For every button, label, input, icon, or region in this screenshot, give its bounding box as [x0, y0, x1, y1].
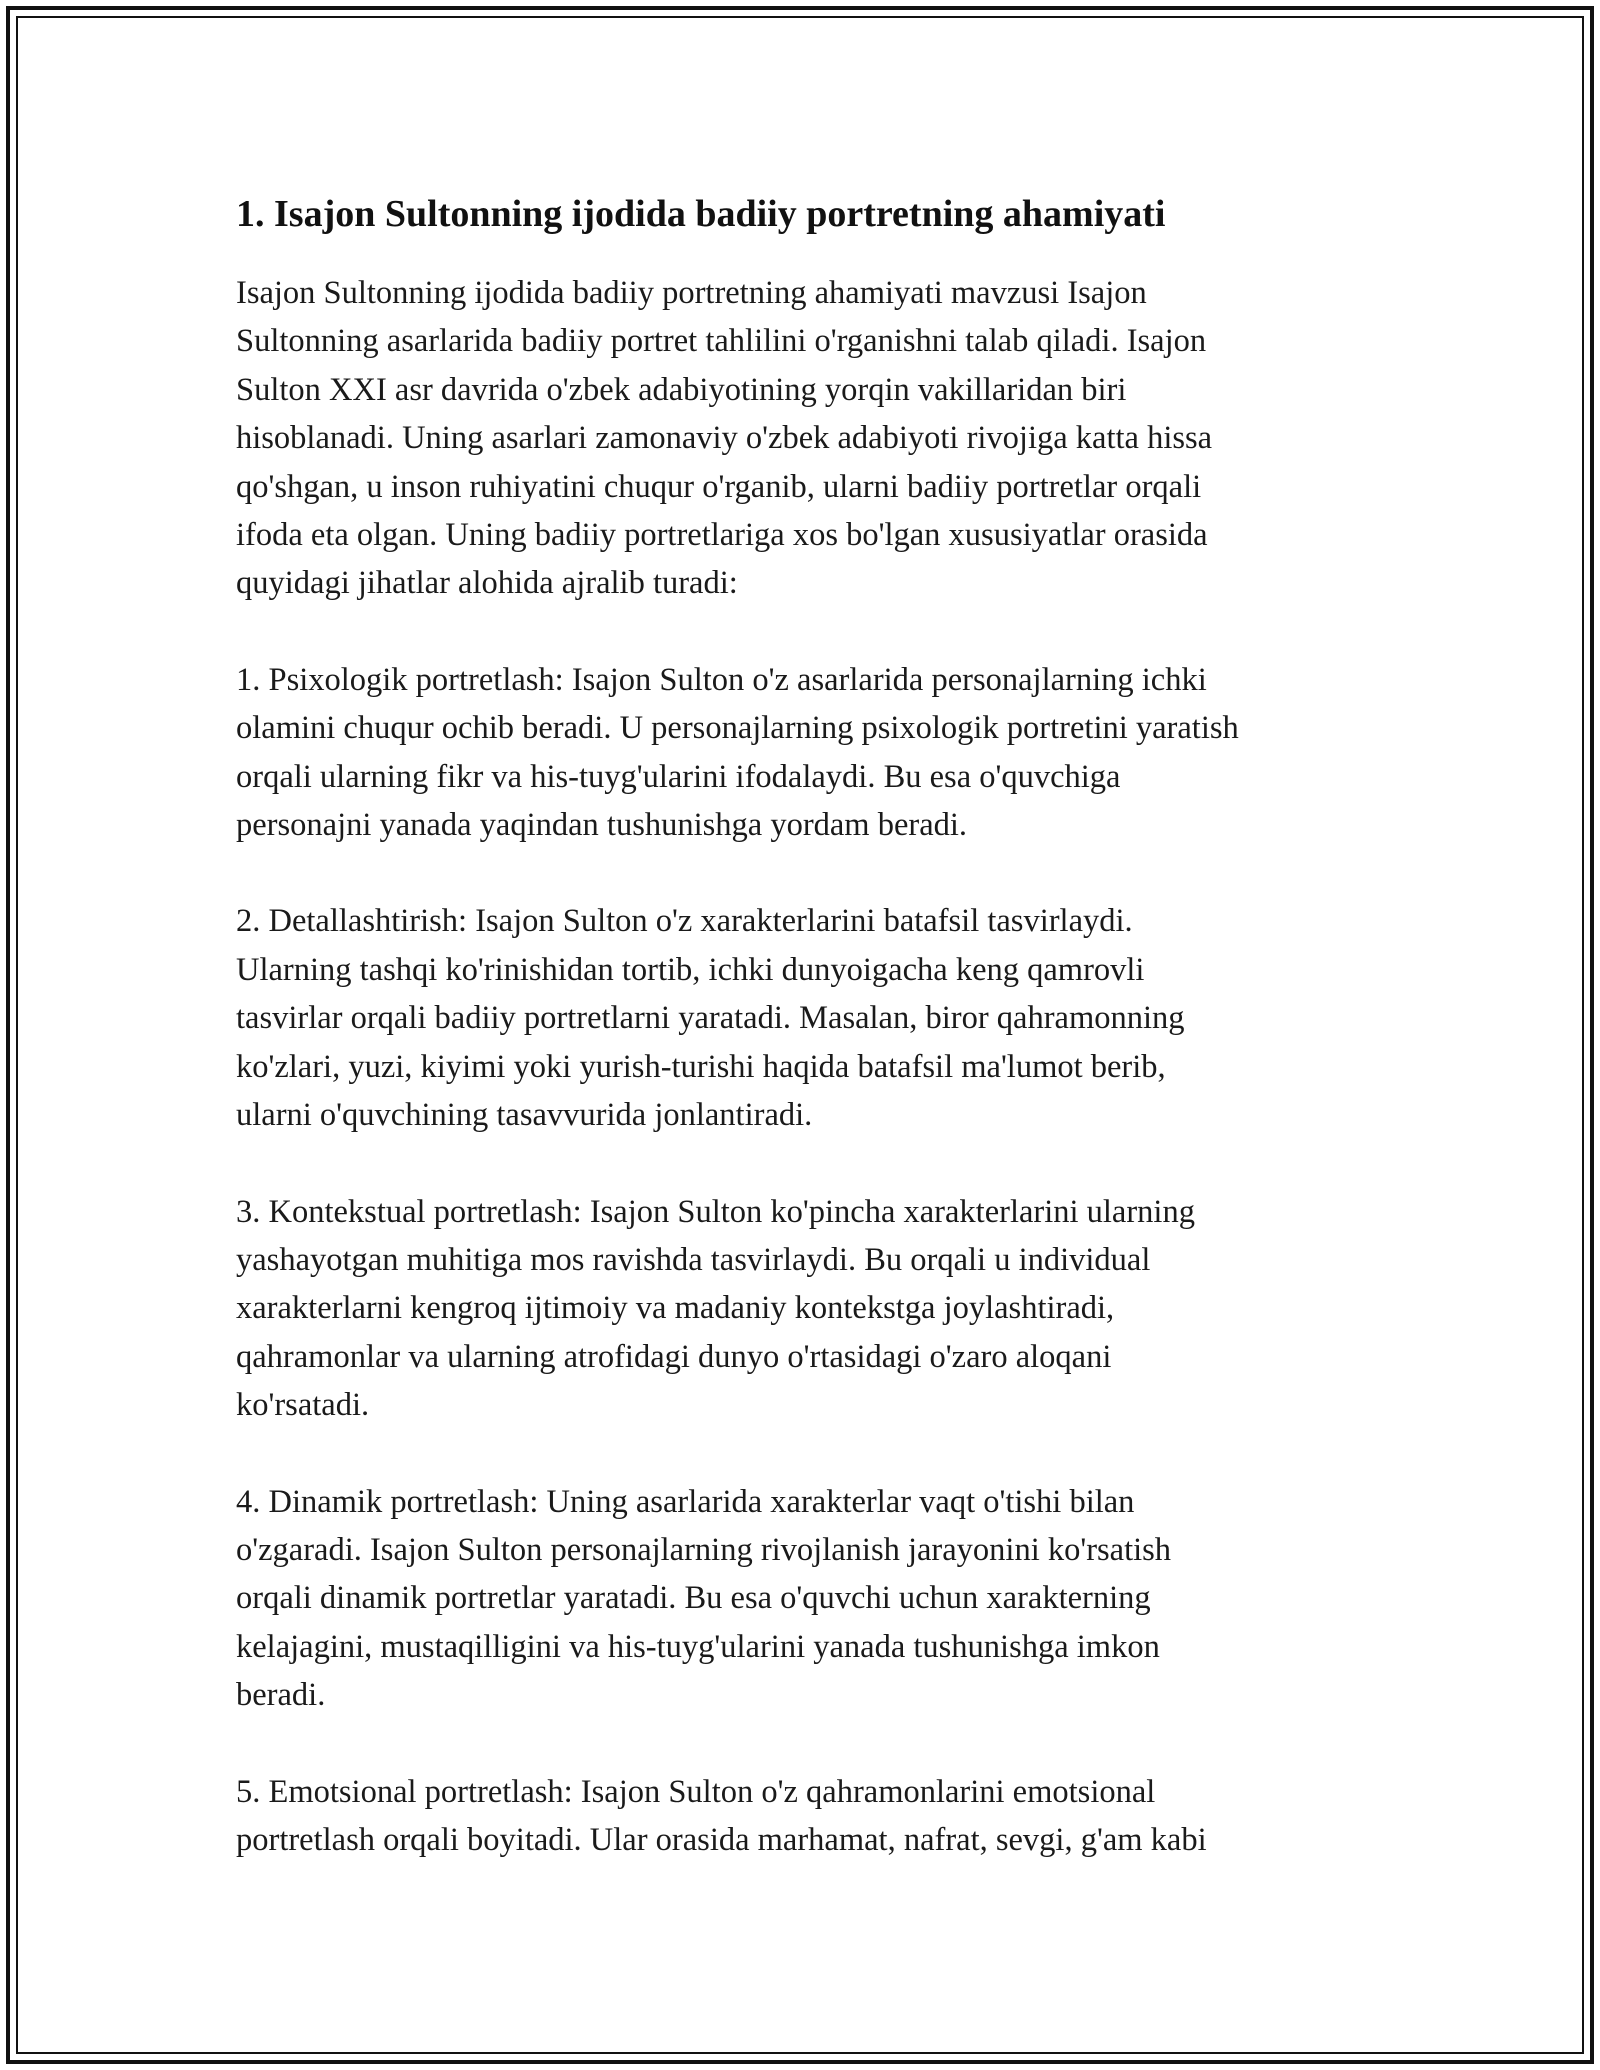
paragraph-psychological-portrait	[236, 656, 1386, 850]
text-line: xarakterlarni kengroq ijtimoiy va madaniy kontekstga joylashtiradi,	[236, 1290, 1115, 1327]
text-line: o'zgaradi. Isajon Sulton personajlarning rivojlanish jarayonini ko'rsatish	[236, 1531, 1172, 1568]
text-line: 4. Dinamik portretlash: Uning asarlarida xarakterlar vaqt o'tishi bilan	[236, 1483, 1135, 1520]
text-line: olamini chuqur ochib beradi. U personajlarning psixologik portretini yaratish	[236, 710, 1239, 747]
text-line: Sulton XXI asr davrida o'zbek adabiyotining yorqin vakillaridan biri	[236, 371, 1127, 408]
text-line: Sultonning asarlarida badiiy portret tahlilini o'rganishni talab qiladi. Isajon	[236, 323, 1207, 360]
text-line: beradi.	[236, 1677, 326, 1714]
text-line: qo'shgan, u inson ruhiyatini chuqur o'rganib, ularni badiiy portretlar orqali	[236, 468, 1202, 505]
text-line: yashayotgan muhitiga mos ravishda tasvirlaydi. Bu orqali u individual	[236, 1241, 1151, 1278]
text-line: portretlash orqali boyitadi. Ular orasida marhamat, nafrat, sevgi, g'am kabi	[236, 1821, 1207, 1858]
text-line: Ularning tashqi ko'rinishidan tortib, ichki dunyoigacha keng qamrovli	[236, 951, 1145, 988]
paragraph-contextual-portrait	[236, 1188, 1386, 1430]
text-line: kelajagini, mustaqilligini va his-tuyg'ularini yanada tushunishga imkon	[236, 1628, 1160, 1665]
text-line: ko'zlari, yuzi, kiyimi yoki yurish-turishi haqida batafsil ma'lumot berib,	[236, 1048, 1166, 1085]
text-line: 1. Psixologik portretlash: Isajon Sulton o'z asarlarida personajlarning ichki	[236, 661, 1207, 698]
text-line: Isajon Sultonning ijodida badiiy portretning ahamiyati mavzusi Isajon	[236, 275, 1147, 311]
paragraph-detailing	[236, 897, 1386, 1139]
text-line: ularni o'quvchining tasavvurida jonlantiradi.	[236, 1097, 813, 1134]
text-line: 2. Detallashtirish: Isajon Sulton o'z xarakterlarini batafsil tasvirlaydi.	[236, 903, 1133, 940]
document-title: 1. Isajon Sultonning ijodida badiiy portretning ahamiyati	[236, 193, 1166, 235]
paragraph-dynamic-portrait	[236, 1478, 1386, 1720]
text-line: orqali ularning fikr va his-tuyg'ularini ifodalaydi. Bu esa o'quvchiga	[236, 758, 1121, 795]
document-body	[236, 185, 1386, 1912]
text-line: qahramonlar va ularning atrofidagi dunyo o'rtasidagi o'zaro aloqani	[236, 1338, 1112, 1375]
text-line: 5. Emotsional portretlash: Isajon Sulton o'z qahramonlarini emotsional	[236, 1773, 1156, 1810]
text-line: ko'rsatadi.	[236, 1387, 370, 1424]
text-line: orqali dinamik portretlar yaratadi. Bu esa o'quvchi uchun xarakterning	[236, 1580, 1151, 1617]
text-line: quyidagi jihatlar alohida ajralib turadi:	[236, 565, 738, 602]
text-line: hisoblanadi. Uning asarlari zamonaviy o'zbek adabiyoti rivojiga katta hissa	[236, 420, 1213, 457]
text-line: tasvirlar orqali badiiy portretlarni yaratadi. Masalan, biror qahramonning	[236, 1000, 1185, 1037]
text-line: ifoda eta olgan. Uning badiiy portretlariga xos bo'lgan xususiyatlar orasida	[236, 517, 1208, 554]
text-line: 3. Kontekstual portretlash: Isajon Sulton ko'pincha xarakterlarini ularning	[236, 1193, 1195, 1230]
paragraph-emotional-portrait	[236, 1768, 1386, 1865]
paragraph-intro	[236, 269, 1386, 608]
text-line: personajni yanada yaqindan tushunishga yordam beradi.	[236, 807, 968, 844]
